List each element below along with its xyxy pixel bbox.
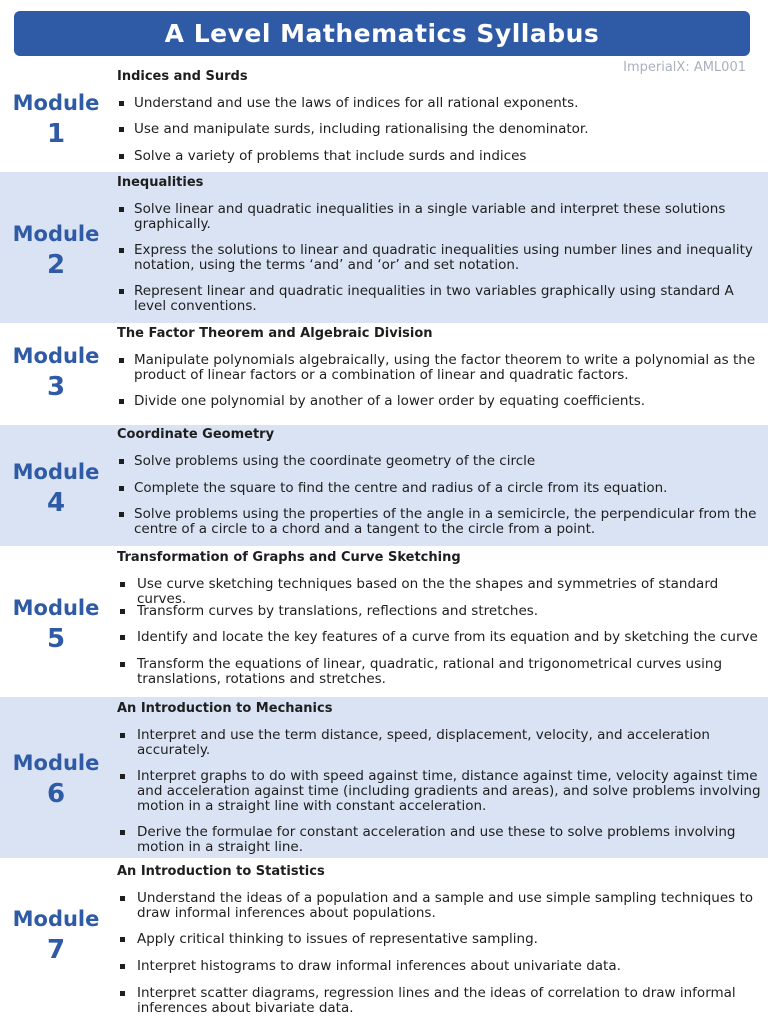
bullet-icon (119, 248, 124, 253)
module-heading: An Introduction to Mechanics (117, 701, 333, 716)
module-number: 3 (46, 371, 66, 402)
bullet-icon (120, 830, 125, 835)
list-item: Use curve sketching techniques based on the the shapes and symmetries of standard curves. (117, 577, 764, 607)
page-title: A Level Mathematics Syllabus (164, 19, 600, 48)
module-heading: Coordinate Geometry (117, 427, 275, 442)
bullet-icon (119, 512, 124, 517)
list-item: Represent linear and quadratic inequalities in two variables graphically using standard A level conventions. (117, 284, 764, 314)
module-heading: Indices and Surds (117, 69, 248, 84)
module-label (0, 345, 112, 402)
module-word: Module (12, 344, 100, 368)
bullet-icon (119, 399, 124, 404)
bullet-icon (119, 207, 124, 212)
module-5 (0, 546, 768, 697)
module-4 (0, 425, 768, 546)
module-word: Module (12, 596, 100, 620)
list-item: Divide one polynomial by another of a lower order by equating coefficients. (117, 394, 764, 409)
list-item: Identify and locate the key features of a curve from its equation and by sketching the curve (117, 630, 764, 645)
bullet-icon (119, 459, 124, 464)
module-label (0, 597, 112, 654)
module-7 (0, 858, 768, 1024)
list-item: Apply critical thinking to issues of representative sampling. (117, 932, 764, 947)
bullet-icon (120, 896, 125, 901)
bullet-icon (120, 662, 125, 667)
bullet-icon (120, 937, 125, 942)
list-item: Use and manipulate surds, including rationalising the denominator. (117, 122, 764, 137)
module-word: Module (12, 907, 100, 931)
module-number: 5 (46, 623, 66, 654)
bullet-icon (119, 154, 124, 159)
list-item: Solve problems using the coordinate geometry of the circle (117, 454, 764, 469)
list-item: Transform the equations of linear, quadratic, rational and trigonometrical curves using translations, rotations and stretches. (117, 657, 764, 687)
module-label (0, 461, 112, 518)
module-number: 1 (46, 118, 66, 149)
list-item: Understand and use the laws of indices for all rational exponents. (117, 96, 764, 111)
bullet-icon (120, 991, 125, 996)
list-item: Manipulate polynomials algebraically, using the factor theorem to write a polynomial as the product of linear factors or a combination of linear and quadratic factors. (117, 353, 764, 383)
module-label (0, 223, 112, 280)
bullet-icon (119, 486, 124, 491)
bullet-icon (119, 127, 124, 132)
module-2 (0, 172, 768, 323)
list-item: Solve problems using the properties of the angle in a semicircle, the perpendicular from the centre of a circle to a chord and a tangent to the circle from a point. (117, 507, 764, 537)
module-heading: Transformation of Graphs and Curve Sketching (117, 550, 461, 565)
module-label (0, 92, 112, 149)
list-item: Derive the formulae for constant acceleration and use these to solve problems involving motion in a straight line. (117, 825, 764, 855)
module-3 (0, 323, 768, 425)
bullet-icon (120, 582, 125, 587)
list-item: Solve a variety of problems that include surds and indices (117, 149, 764, 164)
title-banner (14, 11, 750, 56)
list-item: Understand the ideas of a population and a sample and use simple sampling techniques to draw informal inferences about populations. (117, 891, 764, 921)
list-item: Complete the square to find the centre and radius of a circle from its equation. (117, 481, 764, 496)
module-label (0, 752, 112, 809)
list-item: Transform curves by translations, reflections and stretches. (117, 604, 764, 619)
module-word: Module (12, 751, 100, 775)
module-number: 7 (46, 934, 66, 965)
bullet-icon (120, 733, 125, 738)
bullet-icon (120, 609, 125, 614)
list-item: Interpret scatter diagrams, regression lines and the ideas of correlation to draw informal inferences about bivariate data. (117, 986, 764, 1016)
bullet-icon (119, 289, 124, 294)
module-number: 6 (46, 778, 66, 809)
bullet-icon (120, 774, 125, 779)
module-word: Module (12, 222, 100, 246)
module-word: Module (12, 460, 100, 484)
list-item: Interpret graphs to do with speed against time, distance against time, velocity against time and acceleration against time (including gradients and areas), and solve problems involving motion in a straight line with constant acceleration. (117, 769, 764, 814)
module-1 (0, 62, 768, 172)
module-6 (0, 697, 768, 858)
bullet-icon (120, 964, 125, 969)
bullet-icon (119, 358, 124, 363)
list-item: Interpret histograms to draw informal inferences about univariate data. (117, 959, 764, 974)
module-heading: Inequalities (117, 175, 204, 190)
bullet-icon (119, 101, 124, 106)
list-item: Solve linear and quadratic inequalities in a single variable and interpret these solutions graphically. (117, 202, 764, 232)
module-word: Module (12, 91, 100, 115)
list-item: Interpret and use the term distance, speed, displacement, velocity, and acceleration accurately. (117, 728, 764, 758)
module-number: 2 (46, 249, 66, 280)
module-label (0, 908, 112, 965)
bullet-icon (120, 635, 125, 640)
course-code: ImperialX: AML001 (623, 60, 746, 75)
module-heading: An Introduction to Statistics (117, 864, 325, 879)
list-item: Express the solutions to linear and quadratic inequalities using number lines and inequality notation, using the terms ‘and’ and ‘or’ and set notation. (117, 243, 764, 273)
module-heading: The Factor Theorem and Algebraic Division (117, 326, 433, 341)
module-number: 4 (46, 487, 66, 518)
